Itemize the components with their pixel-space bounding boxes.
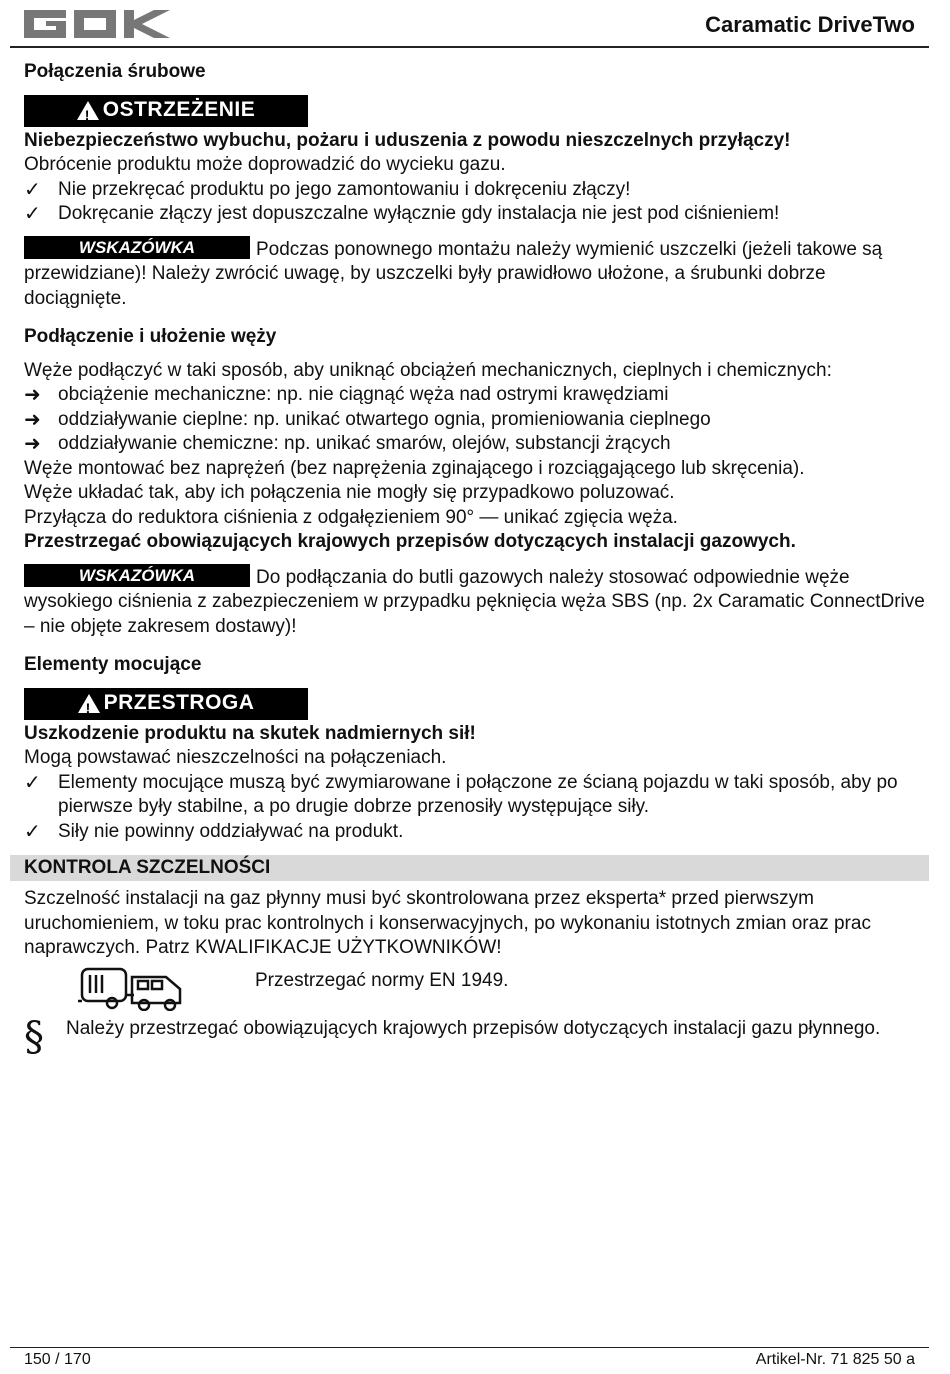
article-number: Artikel-Nr. 71 825 50 a	[755, 1351, 915, 1368]
check-item: ✓ Nie przekręcać produktu po jego zamontowaniu i dokręceniu złączy!	[24, 178, 631, 201]
norm-row	[24, 961, 929, 1017]
law-row	[24, 1013, 929, 1060]
arrow-icon: ➜	[24, 384, 41, 406]
note-badge: WSKAZÓWKA	[24, 564, 250, 587]
caution-label: PRZESTROGA	[103, 691, 255, 715]
check-icon: ✓	[24, 771, 41, 794]
page-number: 150 / 170	[24, 1351, 91, 1368]
fasteners-heading: Elementy mocujące	[24, 654, 202, 675]
warning-triangle-icon	[78, 694, 100, 713]
paragraph-sign-icon: §	[24, 1013, 44, 1060]
regulations-line: Przestrzegać obowiązujących krajowych przepisów dotyczących instalacji gazowych.	[24, 531, 796, 552]
arrow-icon: ➜	[24, 433, 41, 455]
check-icon: ✓	[24, 178, 41, 201]
warning-title: Niebezpieczeństwo wybuchu, pożaru i uduszenia z powodu nieszczelnych przyłączy!	[24, 129, 791, 151]
screw-connections-heading: Połączenia śrubowe	[24, 61, 206, 82]
gok-logo	[24, 8, 210, 40]
note-paragraph: WSKAZÓWKA Do podłączania do butli gazowych należy stosować odpowiednie węże wysokiego ciśnienia z zabezpieczeniem w przypadku pęknięcia węża SBS (np. 2x Caramatic ConnectDrive – nie objęte zakresem dostawy)!	[24, 565, 925, 637]
arrow-icon: ➜	[24, 408, 41, 431]
hose-intro: Węże podłączyć w taki sposób, aby uniknąć obciążeń mechanicznych, cieplnych i chemicznych:	[24, 359, 832, 381]
leak-test-text: Szczelność instalacji na gaz płynny musi być skontrolowana przez eksperta* przed pierwszym uruchomieniem, w toku prac kontrolnych i konserwacyjnych, po wykonaniu istotnych zmian oraz prac naprawczych. Patrz KWALIFIKACJE UŻYTKOWNIKÓW!	[24, 888, 871, 958]
caution-title: Uszkodzenie produktu na skutek nadmiernych sił!	[24, 722, 476, 744]
caution-badge	[24, 688, 308, 720]
hose-connection-heading: Podłączenie i ułożenie węży	[24, 326, 277, 347]
check-item: ✓ Dokręcanie złączy jest dopuszczalne wyłącznie gdy instalacja nie jest pod ciśnieniem!	[24, 203, 780, 225]
leak-test-section-title: KONTROLA SZCZELNOŚCI	[10, 855, 929, 881]
check-item: ✓ Siły nie powinny oddziaływać na produkt.	[24, 820, 404, 843]
caution-text: Mogą powstawać nieszczelności na połączeniach.	[24, 747, 447, 768]
note-paragraph: WSKAZÓWKA Podczas ponownego montażu należy wymienić uszczelki (jeżeli takowe są przewidziane)! Należy zwrócić uwagę, by uszczelki były prawidłowo ułożone, a śrubunki dobrze dociągnięte.	[24, 237, 883, 309]
document-title: Caramatic DriveTwo	[705, 12, 915, 37]
law-text: Należy przestrzegać obowiązujących krajowych przepisów dotyczących instalacji gazu płynnego.	[66, 1017, 881, 1039]
norm-text: Przestrzegać normy EN 1949.	[255, 969, 509, 991]
arrow-item: ➜ oddziaływanie cieplne: np. unikać otwartego ognia, promieniowania cieplnego	[24, 408, 711, 431]
note-badge: WSKAZÓWKA	[24, 236, 250, 259]
arrow-item: ➜ oddziaływanie chemiczne: np. unikać smarów, olejów, substancji żrących	[24, 433, 671, 455]
page-header	[10, 0, 929, 48]
page-content	[24, 60, 929, 1060]
warning-triangle-icon	[77, 101, 99, 120]
check-icon: ✓	[24, 820, 41, 843]
warning-label: OSTRZEŻENIE	[102, 98, 256, 122]
hose-line: Przyłącza do reduktora ciśnienia z odgałęzieniem 90° — unikać zgięcia węża.	[24, 506, 678, 528]
warning-badge	[24, 95, 308, 127]
hose-line: Węże układać tak, aby ich połączenia nie mogły się przypadkowo poluzować.	[24, 482, 675, 503]
check-icon: ✓	[24, 203, 41, 225]
page-footer	[10, 1347, 929, 1368]
warning-text: Obrócenie produktu może doprowadzić do wycieku gazu.	[24, 154, 506, 175]
check-item: ✓ Elementy mocujące muszą być zwymiarowane i połączone ze ścianą pojazdu w taki sposób, aby po pierwsze były stabilne, a po drugie dobrze przenosiły występujące siły.	[24, 771, 898, 817]
arrow-item: ➜ obciążenie mechaniczne: np. nie ciągnąć węża nad ostrymi krawędziami	[24, 384, 669, 406]
hose-line: Węże montować bez naprężeń (bez naprężenia zginającego i rozciągającego lub skręcenia).	[24, 457, 805, 479]
caravan-motorhome-icon	[76, 965, 188, 1011]
